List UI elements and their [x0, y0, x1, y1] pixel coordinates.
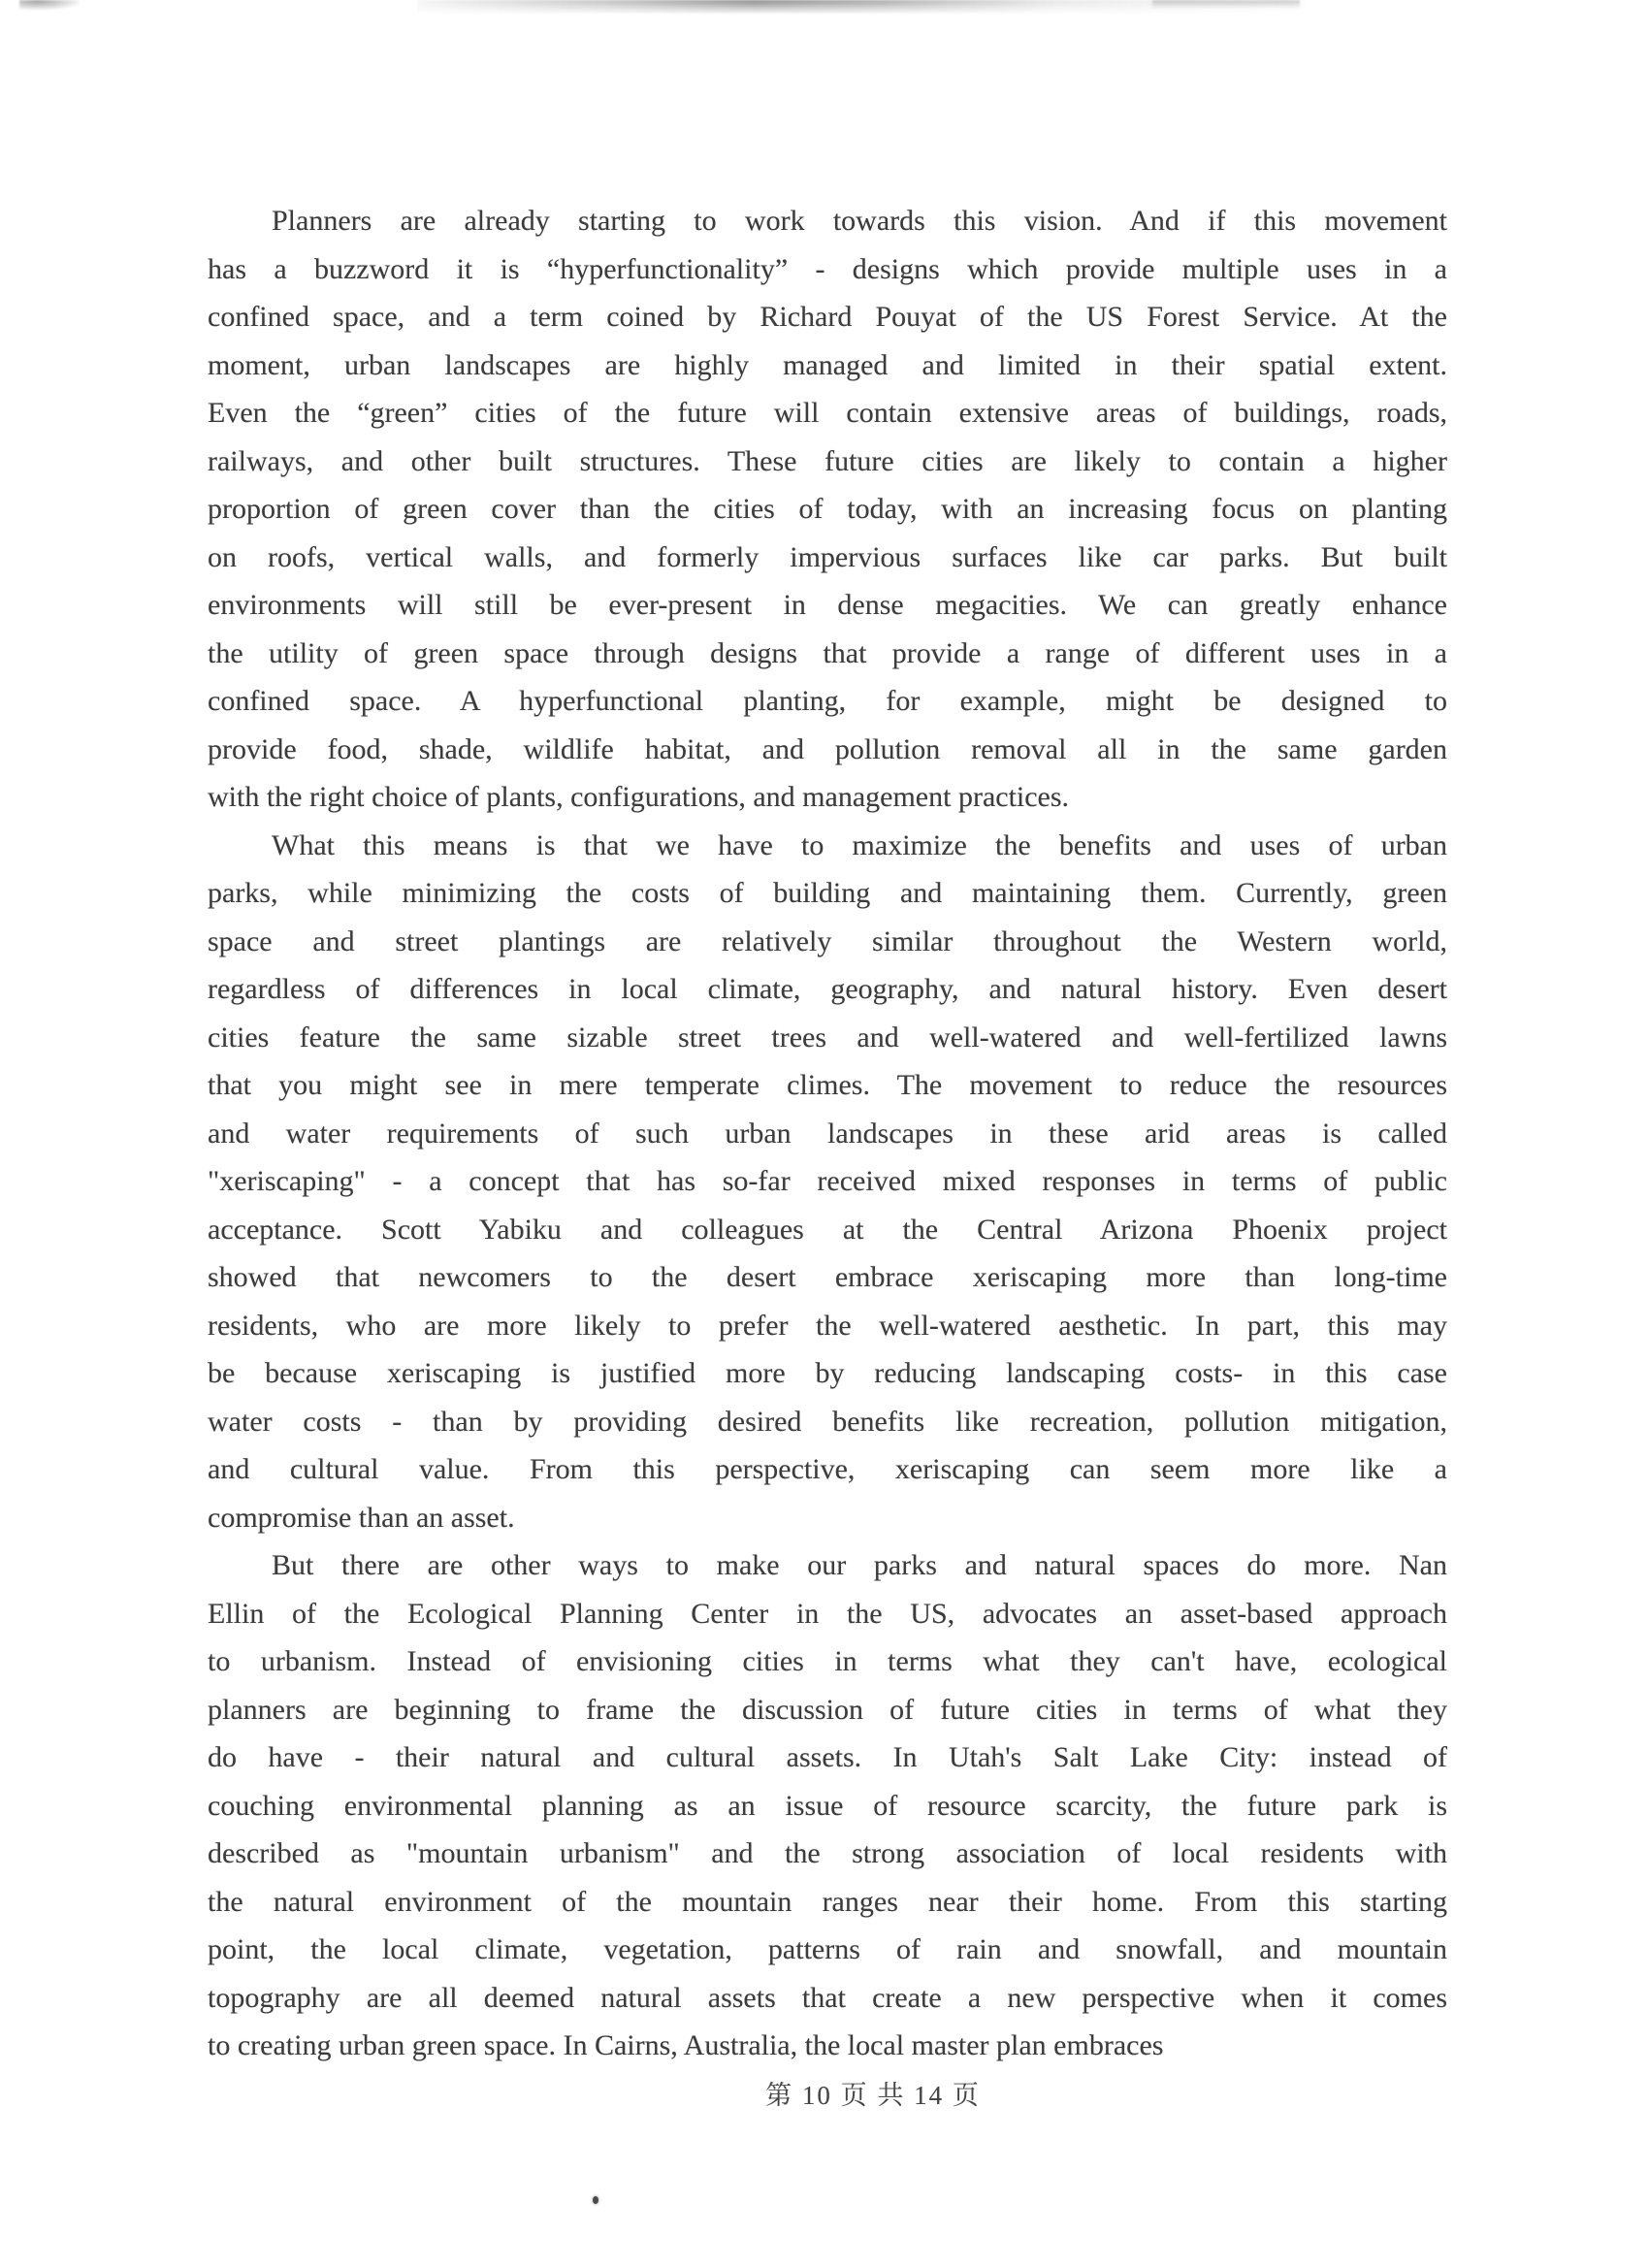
text-line: be because xeriscaping is justified more by reducing landscaping costs- in this case: [208, 1357, 1447, 1389]
text-line: water costs - than by providing desired benefits like recreation, pollution mitigation,: [208, 1405, 1447, 1438]
text-line: has a buzzword it is “hyperfunctionality” - designs which provide multiple uses in a: [208, 252, 1447, 285]
text-line: Planners are already starting to work towards this vision. And if this movement: [272, 205, 1447, 237]
text-line: the utility of green space through designs that provide a range of different uses in a: [208, 636, 1447, 669]
text-line: Ellin of the Ecological Planning Center in the US, advocates an asset-based approach: [208, 1597, 1447, 1630]
paragraph: [208, 1541, 1447, 2070]
text-line: topography are all deemed natural assets that create a new perspective when it comes: [208, 1981, 1447, 2014]
text-line: "xeriscaping" - a concept that has so-far received mixed responses in terms of public: [208, 1165, 1447, 1197]
text-line: compromise than an asset.: [208, 1501, 515, 1534]
text-line: the natural environment of the mountain ranges near their home. From this starting: [208, 1885, 1447, 1918]
text-line: regardless of differences in local climate, geography, and natural history. Even desert: [208, 973, 1447, 1005]
text-line: What this means is that we have to maximize the benefits and uses of urban: [272, 828, 1447, 861]
text-line: do have - their natural and cultural assets. In Utah's Salt Lake City: instead of: [208, 1741, 1447, 1773]
text-line: to creating urban green space. In Cairns, Australia, the local master plan embraces: [208, 2029, 1164, 2061]
text-line: space and street plantings are relatively similar throughout the Western world,: [208, 924, 1447, 957]
paragraph: [208, 822, 1447, 1542]
text-line: residents, who are more likely to prefer the well-watered aesthetic. In part, this may: [208, 1309, 1447, 1342]
text-line: described as "mountain urbanism" and the strong association of local residents with: [208, 1837, 1447, 1869]
scan-artifact-top-center: [417, 0, 1305, 15]
text-line: with the right choice of plants, configurations, and management practices.: [208, 781, 1070, 813]
text-line: planners are beginning to frame the discussion of future cities in terms of what they: [208, 1693, 1447, 1726]
passage-body: [208, 197, 1447, 2070]
text-line: Even the “green” cities of the future will contain extensive areas of buildings, roads,: [208, 397, 1447, 429]
scan-artifact-top-right: [1152, 0, 1300, 9]
text-line: acceptance. Scott Yabiku and colleagues at the Central Arizona Phoenix project: [208, 1213, 1447, 1246]
text-line: cities feature the same sizable street trees and well-watered and well-fertilized lawns: [208, 1021, 1447, 1053]
text-line: provide food, shade, wildlife habitat, and pollution removal all in the same garden: [208, 732, 1447, 765]
text-line: and cultural value. From this perspective, xeriscaping can seem more like a: [208, 1453, 1447, 1485]
page-number-footer: 第 10 页 共 14 页: [765, 2081, 981, 2110]
text-line: showed that newcomers to the desert embrace xeriscaping more than long-time: [208, 1261, 1447, 1293]
text-line: moment, urban landscapes are highly managed and limited in their spatial extent.: [208, 348, 1447, 381]
text-line: and water requirements of such urban landscapes in these arid areas is called: [208, 1117, 1447, 1150]
text-line: But there are other ways to make our parks and natural spaces do more. Nan: [272, 1549, 1447, 1581]
text-line: confined space, and a term coined by Richard Pouyat of the US Forest Service. At the: [208, 301, 1447, 333]
text-line: point, the local climate, vegetation, patterns of rain and snowfall, and mountain: [208, 1933, 1447, 1965]
text-line: that you might see in mere temperate climes. The movement to reduce the resources: [208, 1069, 1447, 1101]
text-line: proportion of green cover than the cities of today, with an increasing focus on planting: [208, 493, 1447, 525]
text-line: railways, and other built structures. These future cities are likely to contain a higher: [208, 444, 1447, 477]
text-line: parks, while minimizing the costs of building and maintaining them. Currently, green: [208, 877, 1447, 909]
text-line: couching environmental planning as an issue of resource scarcity, the future park is: [208, 1789, 1447, 1822]
scan-artifact-speck: [593, 2196, 598, 2204]
text-line: on roofs, vertical walls, and formerly impervious surfaces like car parks. But built: [208, 540, 1447, 573]
paragraph: [208, 197, 1447, 822]
text-line: to urbanism. Instead of envisioning cities in terms what they can't have, ecological: [208, 1645, 1447, 1677]
text-line: environments will still be ever-present in dense megacities. We can greatly enhance: [208, 589, 1447, 621]
scan-artifact-top-left: [19, 0, 80, 10]
text-line: confined space. A hyperfunctional planting, for example, might be designed to: [208, 685, 1447, 717]
